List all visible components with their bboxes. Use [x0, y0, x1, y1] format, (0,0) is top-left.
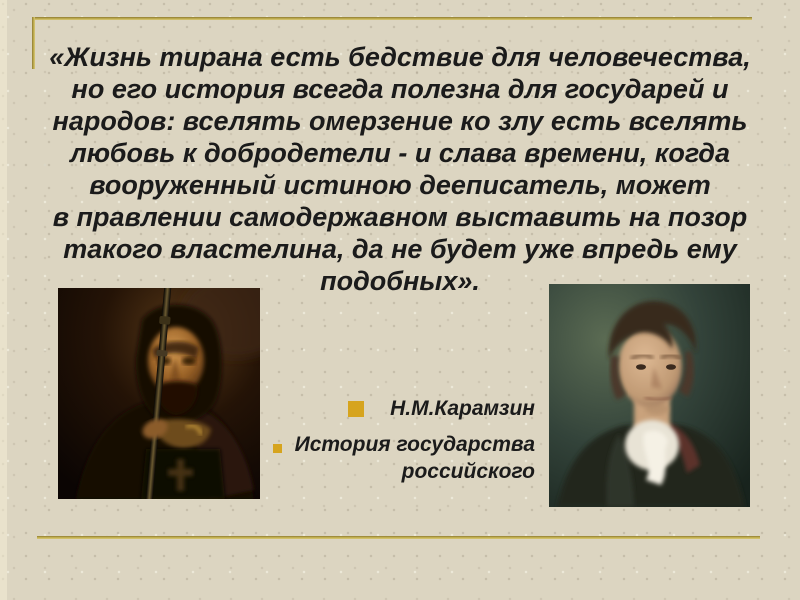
quote-line: народов: вселять омерзение ко злу есть вселять	[52, 106, 748, 136]
quote-line: любовь к добродетели - и слава времени, когда	[69, 138, 731, 168]
tyrant-portrait-painting	[58, 288, 260, 499]
karamzin-portrait-painting	[549, 284, 750, 507]
quote-line: но его история всегда полезна для государей и	[71, 74, 729, 104]
quote-line: подобных».	[320, 266, 480, 296]
quote-line: вооруженный истиною дееписатель, может	[89, 170, 711, 200]
top-left-corner-line	[32, 17, 35, 69]
quote-line: «Жизнь тирана есть бедствие для человечества,	[49, 42, 751, 72]
author-list-item	[270, 397, 535, 421]
author-name: Н.М.Карамзин	[390, 397, 535, 420]
left-edge-highlight	[0, 0, 7, 600]
work-title-list-item	[270, 431, 535, 485]
top-border-line	[33, 17, 752, 20]
bottom-border-line	[37, 536, 760, 539]
square-bullet-icon	[348, 401, 364, 417]
quote-text-block	[40, 41, 760, 297]
quote-line: такого властелина, да не будет уже впредь ему	[63, 234, 737, 264]
work-title-line: российского	[401, 460, 535, 483]
square-bullet-icon	[273, 444, 282, 453]
attribution-block	[270, 397, 535, 485]
work-title-line: История государства	[294, 433, 535, 456]
quote-line: в правлении самодержавном выставить на позор	[52, 202, 748, 232]
